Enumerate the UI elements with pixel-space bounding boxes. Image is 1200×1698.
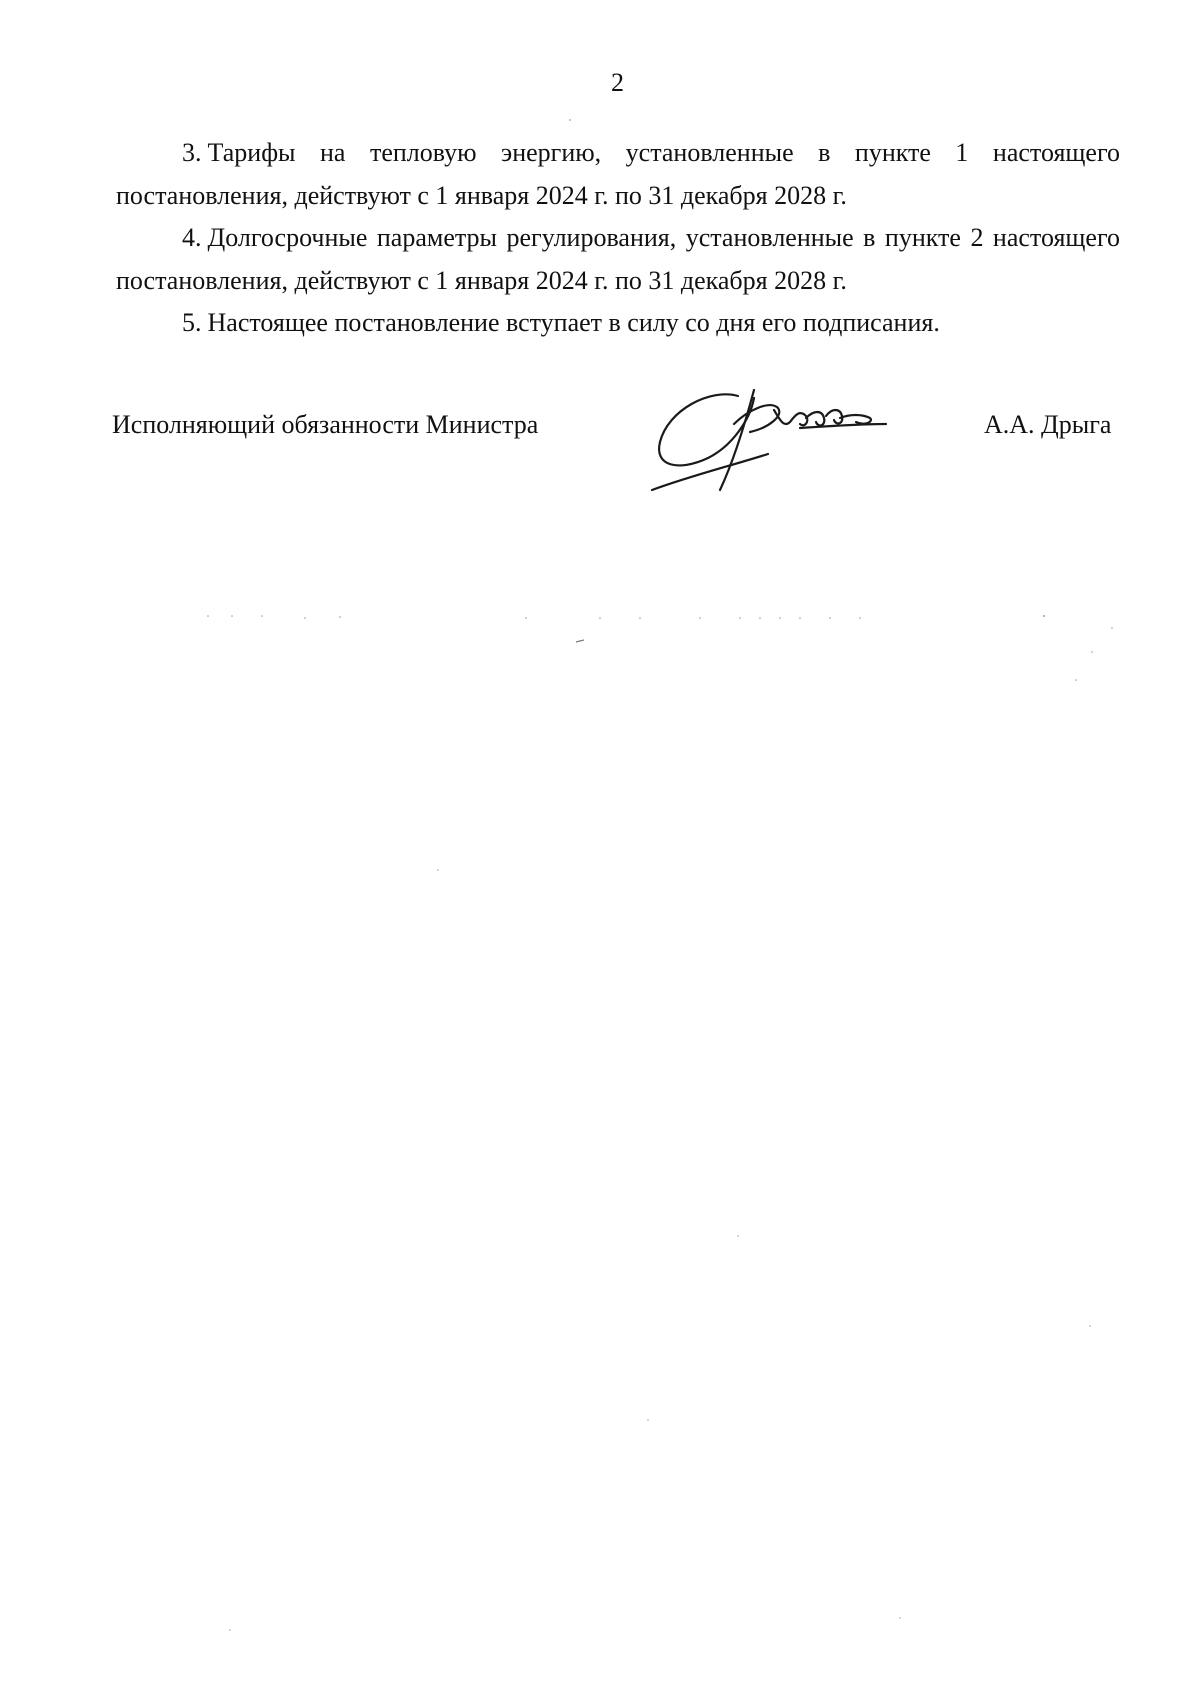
paragraph-item-5 [116, 302, 1120, 345]
page-number: 2 [611, 68, 624, 97]
paragraph-number: 5. [182, 308, 202, 337]
paragraph-number: 3. [182, 138, 202, 167]
signatory-name: А.А. Дрыга [984, 410, 1112, 439]
paragraph-number: 4. [182, 223, 202, 252]
paragraph-item-4 [116, 217, 1120, 302]
paragraph-text: Настоящее постановление вступает в силу со дня его подписания. [207, 308, 940, 337]
paragraph-item-3 [116, 132, 1120, 217]
paragraph-text: Тарифы на тепловую энергию, установленные в пункте 1 настоящего постановления, действуют с 1 января 2024 г. по 31 декабря 2028 г. [116, 138, 1120, 210]
paragraph-text: Долгосрочные параметры регулирования, установленные в пункте 2 настоящего постановления, действуют с 1 января 2024 г. по 31 декабря 2028 г. [116, 223, 1120, 295]
document-body [116, 132, 1120, 345]
signatory-role: Исполняющий обязанности Министра [112, 410, 539, 439]
handwritten-signature-icon [650, 380, 910, 500]
